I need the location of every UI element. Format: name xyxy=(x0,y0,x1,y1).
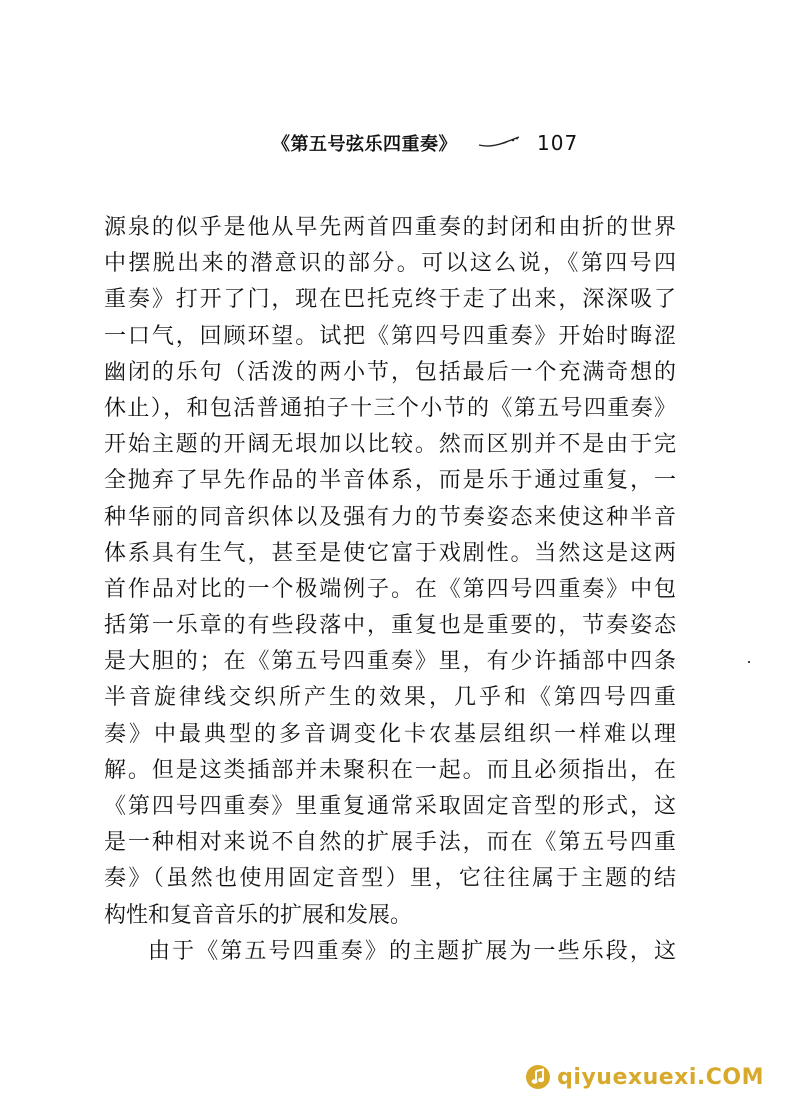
text-line: 由于《第五号四重奏》的主题扩展为一些乐段，这 xyxy=(148,938,676,964)
text-line: 开始主题的开阔无垠加以比较。然而区别并不是由于完 xyxy=(104,432,676,458)
text-line: 奏》（虽然也使用固定音型）里，它往往属于主题的结 xyxy=(104,866,676,892)
text-line: 体系具有生气，甚至是使它富于戏剧性。当然这是这两 xyxy=(104,540,676,566)
text-line: 全抛弃了早先作品的半音体系，而是乐于通过重复，一 xyxy=(104,468,676,494)
watermark-text: qiyuexuexi.COM xyxy=(557,1064,764,1090)
paragraph-1 xyxy=(104,210,676,934)
page-header xyxy=(272,126,652,160)
text-line: 《第四号四重奏》里重复通常采取固定音型的形式，这 xyxy=(104,794,676,819)
text-line: 一口气，回顾环望。试把《第四号四重奏》开始时晦涩 xyxy=(104,323,676,349)
text-line: 种华丽的同音织体以及强有力的节奏姿态来使这种半音 xyxy=(104,504,676,530)
text-line: 首作品对比的一个极端例子。在《第四号四重奏》中包 xyxy=(104,576,676,602)
ornament-icon xyxy=(477,136,521,150)
text-line: 中摆脱出来的潜意识的部分。可以这么说，《第四号四 xyxy=(104,251,676,277)
paragraph-2 xyxy=(104,934,676,970)
text-line: 幽闭的乐句（活泼的两小节，包括最后一个充满奇想的 xyxy=(104,359,676,385)
text-line: 是一种相对来说不自然的扩展手法，而在《第五号四重 xyxy=(104,830,676,856)
text-line: 重奏》打开了门，现在巴托克终于走了出来，深深吸了 xyxy=(104,287,676,313)
music-note-icon xyxy=(525,1064,551,1090)
text-line: 构性和复音音乐的扩展和发展。 xyxy=(104,902,413,928)
text-line: 源泉的似乎是他从早先两首四重奏的封闭和由折的世界 xyxy=(104,215,676,240)
page-number: 107 xyxy=(537,131,579,155)
text-line: 半音旋律线交织所产生的效果，几乎和《第四号四重 xyxy=(104,685,676,711)
margin-mark xyxy=(748,661,750,663)
text-line: 解。但是这类插部并未聚积在一起。而且必须指出，在 xyxy=(104,757,676,783)
watermark xyxy=(525,1064,764,1090)
body-text xyxy=(104,210,676,970)
text-line: 括第一乐章的有些段落中，重复也是重要的，节奏姿态 xyxy=(104,613,676,639)
text-line: 是大胆的；在《第五号四重奏》里，有少许插部中四条 xyxy=(104,649,676,675)
text-line: 奏》中最典型的多音调变化卡农基层组织一样难以理 xyxy=(104,721,676,747)
running-title: 《第五号弦乐四重奏》 xyxy=(272,134,457,155)
text-line: 休止），和包活普通拍子十三个小节的《第五号四重奏》 xyxy=(104,395,676,421)
